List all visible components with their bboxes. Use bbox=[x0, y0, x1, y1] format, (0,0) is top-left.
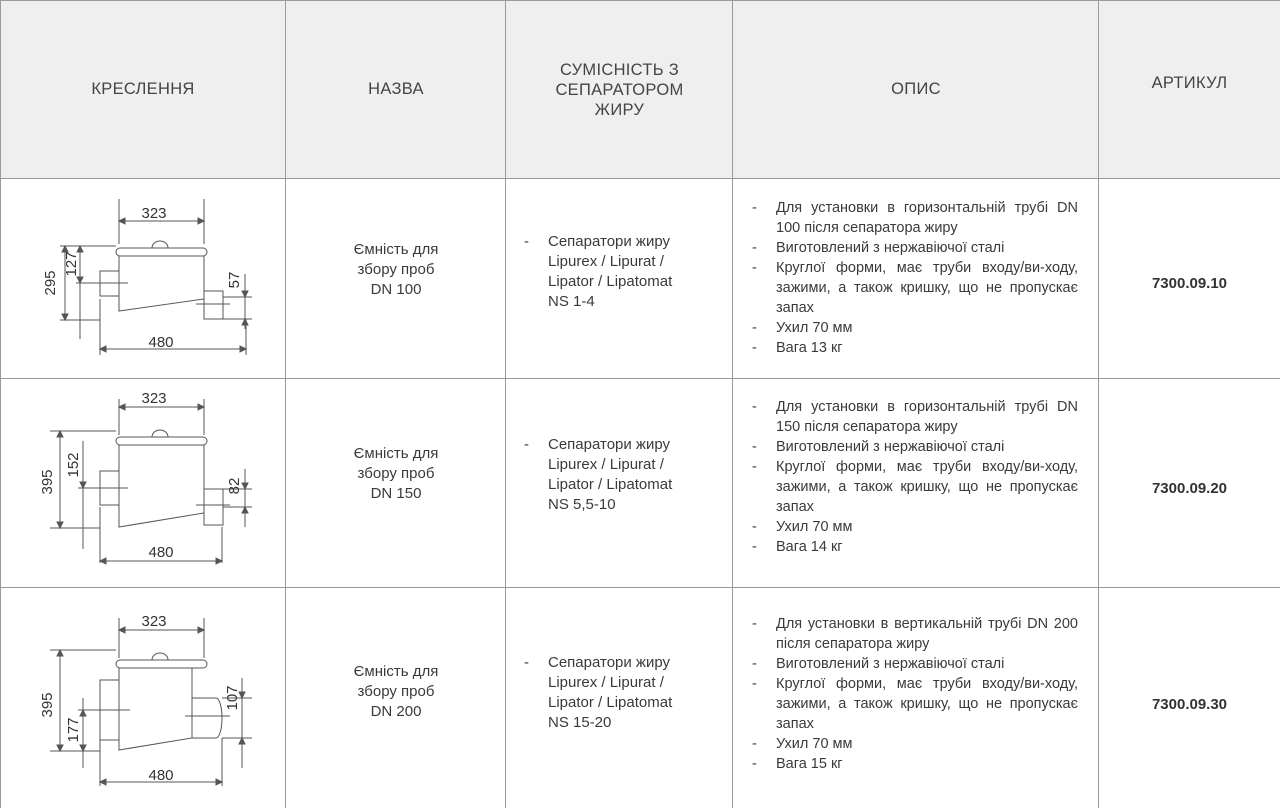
description-item: - Ухил 70 мм bbox=[752, 736, 853, 752]
dim-bottom: 480 bbox=[148, 767, 174, 784]
header-name: НАЗВА bbox=[286, 0, 506, 179]
description-item: - Для установки в горизонтальній трубі DN 150 після сепаратора жиру bbox=[752, 399, 1078, 435]
header-desc: ОПИС bbox=[733, 0, 1099, 179]
header-article: АРТИКУЛ bbox=[1099, 0, 1280, 179]
description-item: - Круглої форми, має труби входу/ви-ходу, зажими, а також кришку, що не пропускає запах bbox=[752, 459, 1078, 515]
drawing-row-1 bbox=[0, 179, 285, 378]
compat-line: Lipator / Lipatomat bbox=[548, 476, 673, 493]
compat-line: NS 5,5-10 bbox=[548, 496, 616, 513]
compat-line: Lipator / Lipatomat bbox=[548, 273, 673, 290]
description-list bbox=[752, 397, 1078, 557]
compat-line: Сепаратори жиру bbox=[548, 436, 671, 453]
compat-line: Сепаратори жиру bbox=[548, 233, 671, 250]
header-compat bbox=[506, 0, 733, 179]
dim-right: 57 bbox=[226, 271, 243, 289]
compat-bullet: - bbox=[524, 233, 529, 250]
dim-top: 323 bbox=[141, 205, 167, 222]
description-list bbox=[752, 614, 1078, 774]
product-name bbox=[286, 444, 506, 504]
compat-bullet: - bbox=[524, 436, 529, 453]
description-item: - Виготовлений з нержавіючої сталі bbox=[752, 240, 1005, 256]
compat-line: NS 1-4 bbox=[548, 293, 595, 310]
description-item: - Вага 15 кг bbox=[752, 756, 843, 772]
description-item: - Для установки в горизонтальній трубі DN 100 після сепаратора жиру bbox=[752, 200, 1078, 236]
description-item: - Вага 13 кг bbox=[752, 340, 843, 356]
product-name bbox=[286, 240, 506, 300]
compat-bullet: - bbox=[524, 654, 529, 671]
dim-left: 295 bbox=[42, 270, 59, 296]
article-number: 7300.09.30 bbox=[1151, 696, 1228, 713]
description-item: - Для установки в вертикальній трубі DN 200 після сепаратора жиру bbox=[752, 616, 1078, 652]
article-number: 7300.09.20 bbox=[1151, 480, 1228, 497]
compat-line: NS 15-20 bbox=[548, 714, 612, 731]
drawing-row-2 bbox=[0, 379, 285, 587]
compat-list bbox=[524, 435, 724, 515]
header-compat-line: СУМІСНІСТЬ З bbox=[559, 60, 680, 79]
compat-line: Lipurex / Lipurat / bbox=[548, 456, 664, 473]
grid-line bbox=[732, 0, 733, 808]
grid-line bbox=[1098, 0, 1099, 808]
description-list bbox=[752, 198, 1078, 358]
compat-list bbox=[524, 232, 724, 312]
header-compat-line: СЕПАРАТОРОМ bbox=[555, 80, 684, 99]
dim-left: 395 bbox=[39, 469, 56, 495]
compat-line: Lipator / Lipatomat bbox=[548, 694, 673, 711]
compat-list bbox=[524, 653, 724, 733]
name-line: DN 200 bbox=[370, 703, 422, 720]
description-item: - Круглої форми, має труби входу/ви-ходу, зажими, а також кришку, що не пропускає запах bbox=[752, 260, 1078, 316]
dim-top: 323 bbox=[141, 613, 167, 630]
description-item: - Вага 14 кг bbox=[752, 539, 843, 555]
dim-left: 395 bbox=[39, 692, 56, 718]
header-drawing: КРЕСЛЕННЯ bbox=[0, 0, 286, 179]
description-item: - Ухил 70 мм bbox=[752, 519, 853, 535]
dim-inner: 177 bbox=[65, 717, 82, 743]
product-name bbox=[286, 662, 506, 722]
description-item: - Ухил 70 мм bbox=[752, 320, 853, 336]
dim-bottom: 480 bbox=[148, 544, 174, 561]
dim-top: 323 bbox=[141, 390, 167, 407]
name-line: DN 100 bbox=[370, 281, 422, 298]
drawing-row-3 bbox=[0, 588, 285, 808]
name-line: збору проб bbox=[357, 465, 435, 482]
compat-line: Lipurex / Lipurat / bbox=[548, 674, 664, 691]
dim-inner: 152 bbox=[65, 452, 82, 478]
grid-line bbox=[0, 0, 1280, 1]
name-line: збору проб bbox=[357, 261, 435, 278]
compat-line: Сепаратори жиру bbox=[548, 654, 671, 671]
description-item: - Виготовлений з нержавіючої сталі bbox=[752, 439, 1005, 455]
name-line: DN 150 bbox=[370, 485, 422, 502]
header-compat-line: ЖИРУ bbox=[594, 100, 645, 119]
compat-line: Lipurex / Lipurat / bbox=[548, 253, 664, 270]
dim-inner: 127 bbox=[63, 251, 80, 277]
description-item: - Виготовлений з нержавіючої сталі bbox=[752, 656, 1005, 672]
name-line: збору проб bbox=[357, 683, 435, 700]
name-line: Ємність для bbox=[353, 445, 439, 462]
name-line: Ємність для bbox=[353, 663, 439, 680]
article-number: 7300.09.10 bbox=[1151, 275, 1228, 292]
dim-right: 82 bbox=[226, 477, 243, 495]
description-item: - Круглої форми, має труби входу/ви-ходу, зажими, а також кришку, що не пропускає запах bbox=[752, 676, 1078, 732]
dim-bottom: 480 bbox=[148, 334, 174, 351]
name-line: Ємність для bbox=[353, 241, 439, 258]
dim-right: 107 bbox=[224, 685, 241, 711]
